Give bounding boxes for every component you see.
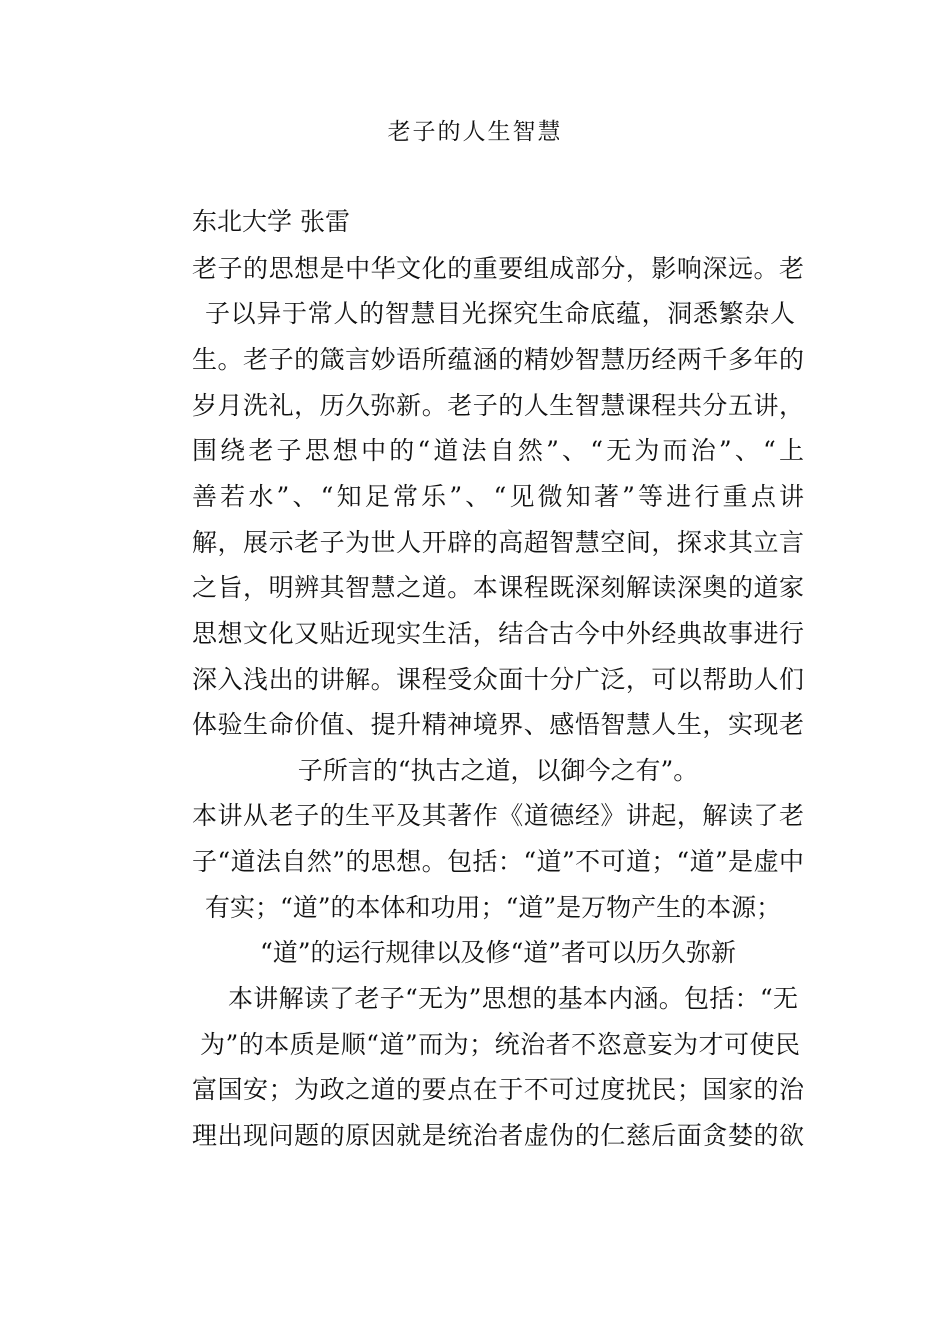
text-line: 思想文化又贴近现实生活，结合古今中外经典故事进行 [192, 619, 804, 648]
byline: 东北大学 张雷 [192, 207, 350, 236]
text-line: 理出现问题的原因就是统治者虚伪的仁慈后面贪婪的欲 [192, 1121, 804, 1150]
text-line: 生。老子的箴言妙语所蕴涵的精妙智慧历经两千多年的 [192, 345, 804, 374]
text-line: 本讲从老子的生平及其著作《道德经》讲起，解读了老 [192, 801, 804, 830]
text-line: 善若水”、“知足常乐”、“见微知著”等进行重点讲 [192, 482, 804, 511]
text-line: 之旨，明辨其智慧之道。本课程既深刻解读深奥的道家 [192, 573, 804, 602]
text-line: 围绕老子思想中的“道法自然”、“无为而治”、“上 [192, 436, 804, 465]
text-line: 岁月洗礼，历久弥新。老子的人生智慧课程共分五讲， [192, 391, 804, 420]
text-line: 为”的本质是顺“道”而为；统治者不恣意妄为才可使民 [200, 1030, 800, 1059]
document-title: 老子的人生智慧 [387, 119, 563, 145]
text-line: 子“道法自然”的思想。包括：“道”不可道；“道”是虚中 [192, 847, 804, 876]
text-line: 有实；“道”的本体和功用；“道”是万物产生的本源； [205, 893, 782, 922]
text-line: 解，展示老子为世人开辟的高超智慧空间，探求其立言 [192, 528, 804, 557]
text-line: 本讲解读了老子“无为”思想的基本内涵。包括：“无 [228, 984, 798, 1013]
text-line: 老子的思想是中华文化的重要组成部分，影响深远。老 [192, 254, 804, 283]
text-line: “道”的运行规律以及修“道”者可以历久弥新 [259, 938, 737, 967]
text-line: 子所言的“执古之道，以御今之有”。 [297, 756, 699, 785]
text-line: 体验生命价值、提升精神境界、感悟智慧人生，实现老 [192, 710, 804, 739]
text-line: 深入浅出的讲解。课程受众面十分广泛，可以帮助人们 [192, 665, 804, 694]
text-line: 富国安；为政之道的要点在于不可过度扰民；国家的治 [192, 1075, 804, 1104]
text-line: 子以异于常人的智慧目光探究生命底蕴，洞悉繁杂人 [205, 299, 795, 328]
